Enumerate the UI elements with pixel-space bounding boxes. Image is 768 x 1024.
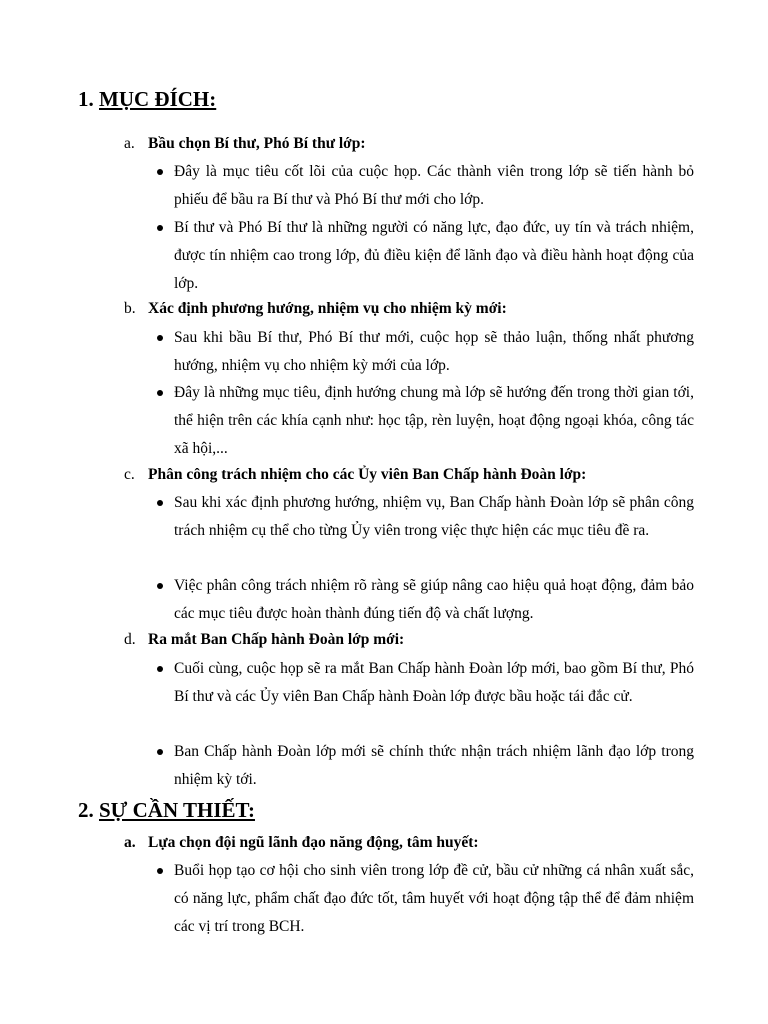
- item-1c: [124, 465, 586, 485]
- item-1a-letter: a.: [124, 135, 135, 152]
- bullet-icon: [157, 390, 163, 396]
- section-2-title: [78, 797, 255, 823]
- bullet-icon: [157, 225, 163, 231]
- item-1a-bullet-1: Đây là mục tiêu cốt lõi của cuộc họp. Các thành viên trong lớp sẽ tiến hành bỏ phiếu để bầu ra Bí thư và Phó Bí thư mới cho lớp.: [174, 163, 694, 208]
- item-1c-bullet-1: Sau khi xác định phương hướng, nhiệm vụ, Ban Chấp hành Đoàn lớp sẽ phân công trách nhiệm cụ thể cho từng Ủy viên trong việc thực hiện các mục tiêu đề ra.: [174, 494, 694, 539]
- item-1c-heading: Phân công trách nhiệm cho các Ủy viên Ban Chấp hành Đoàn lớp:: [148, 466, 587, 483]
- bullet-icon: [157, 666, 163, 672]
- item-1a-heading: Bầu chọn Bí thư, Phó Bí thư lớp:: [148, 135, 366, 152]
- item-2a: [124, 833, 479, 853]
- item-1d-bullet-1: Cuối cùng, cuộc họp sẽ ra mắt Ban Chấp hành Đoàn lớp mới, bao gồm Bí thư, Phó Bí thư và các Ủy viên Ban Chấp hành Đoàn lớp được bầu hoặc tái đắc cử.: [174, 660, 694, 705]
- item-1b-letter: b.: [124, 300, 136, 317]
- item-1b-heading: Xác định phương hướng, nhiệm vụ cho nhiệm kỳ mới:: [148, 300, 507, 317]
- bullet-icon: [157, 749, 163, 755]
- item-1d-bullet-2: Ban Chấp hành Đoàn lớp mới sẽ chính thức nhận trách nhiệm lãnh đạo lớp trong nhiệm kỳ tới.: [174, 743, 694, 788]
- bullet-icon: [157, 583, 163, 589]
- bullet-icon: [157, 169, 163, 175]
- item-1b-bullet-1: Sau khi bầu Bí thư, Phó Bí thư mới, cuộc họp sẽ thảo luận, thống nhất phương hướng, nhiệm vụ cho nhiệm kỳ mới của lớp.: [174, 329, 694, 374]
- bullet-icon: [157, 335, 163, 341]
- item-2a-letter: a.: [124, 834, 136, 851]
- item-2a-heading: Lựa chọn đội ngũ lãnh đạo năng động, tâm huyết:: [148, 834, 479, 851]
- section-1-title: [78, 86, 216, 112]
- item-1d: [124, 630, 404, 650]
- item-1b-bullet-2: Đây là những mục tiêu, định hướng chung mà lớp sẽ hướng đến trong thời gian tới, thể hiện trên các khía cạnh như: học tập, rèn luyện, hoạt động ngoại khóa, công tác xã hội,...: [174, 384, 694, 457]
- item-2a-bullet-1: Buổi họp tạo cơ hội cho sinh viên trong lớp đề cử, bầu cử những cá nhân xuất sắc, có năng lực, phẩm chất đạo đức tốt, tâm huyết với hoạt động tập thể để đảm nhiệm các vị trí trong BCH.: [174, 862, 694, 935]
- item-1c-bullet-2: Việc phân công trách nhiệm rõ ràng sẽ giúp nâng cao hiệu quả hoạt động, đảm bảo các mục tiêu được hoàn thành đúng tiến độ và chất lượng.: [174, 577, 694, 622]
- section-2-number: 2.: [78, 798, 94, 822]
- bullet-icon: [157, 868, 163, 874]
- item-1d-heading: Ra mắt Ban Chấp hành Đoàn lớp mới:: [148, 631, 405, 648]
- section-1-heading: MỤC ĐÍCH:: [99, 87, 217, 111]
- item-1c-letter: c.: [124, 466, 135, 483]
- item-1a-bullet-2: Bí thư và Phó Bí thư là những người có năng lực, đạo đức, uy tín và trách nhiệm, được tín nhiệm cao trong lớp, đủ điều kiện để lãnh đạo và điều hành hoạt động của lớp.: [174, 219, 694, 292]
- item-1d-letter: d.: [124, 631, 136, 648]
- bullet-icon: [157, 500, 163, 506]
- item-1a: [124, 134, 366, 154]
- item-1b: [124, 299, 507, 319]
- section-2-heading: SỰ CẦN THIẾT:: [99, 798, 255, 822]
- section-1-number: 1.: [78, 87, 94, 111]
